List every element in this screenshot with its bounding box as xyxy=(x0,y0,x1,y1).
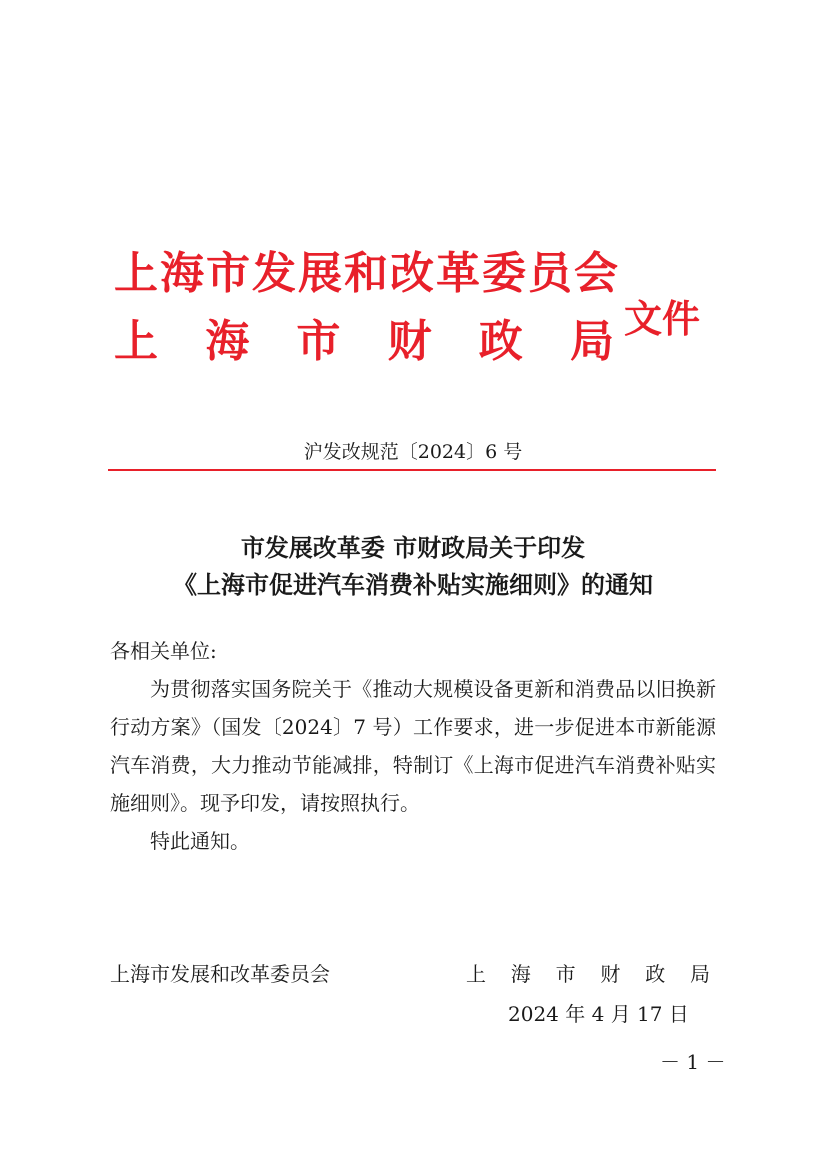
body-paragraph: 为贯彻落实国务院关于《推动大规模设备更新和消费品以旧换新行动方案》（国发〔2024〕7 号）工作要求，进一步促进本市新能源汽车消费，大力推动节能减排，特制订《上海市促进汽车消费补贴实施细则》。现予印发，请按照执行。 xyxy=(110,677,716,815)
signature-org-1: 上海市发展和改革委员会 xyxy=(110,962,330,986)
document-number: 沪发改规范〔2024〕6 号 xyxy=(303,441,523,463)
closing-paragraph: 特此通知。 xyxy=(150,829,250,853)
red-divider xyxy=(108,469,716,471)
org2-char: 市 xyxy=(296,316,341,367)
sig-char: 财 xyxy=(600,962,621,986)
issuing-org-1: 上海市发展和改革委员会 xyxy=(114,248,620,299)
document-title-line-1: 市发展改革委 市财政局关于印发 xyxy=(240,533,586,562)
org2-char: 上 xyxy=(114,316,158,367)
org2-char: 局 xyxy=(569,316,614,367)
org2-char: 财 xyxy=(387,316,432,367)
document-type-label: 文件 xyxy=(624,296,701,341)
salutation: 各相关单位: xyxy=(110,639,217,663)
signature-org-2 xyxy=(466,958,710,987)
page-number: － 1 － xyxy=(660,1050,726,1074)
sig-char: 上 xyxy=(466,962,486,986)
sig-char: 市 xyxy=(555,962,576,986)
issue-date: 2024 年 4 月 17 日 xyxy=(508,1002,689,1026)
sig-char: 局 xyxy=(689,962,710,986)
sig-char: 政 xyxy=(645,962,666,986)
document-title-line-2: 《上海市促进汽车消费补贴实施细则》的通知 xyxy=(173,570,653,599)
org2-char: 海 xyxy=(205,316,250,367)
org2-char: 政 xyxy=(478,316,523,367)
sig-char: 海 xyxy=(510,962,531,986)
issuing-org-2 xyxy=(114,316,614,367)
